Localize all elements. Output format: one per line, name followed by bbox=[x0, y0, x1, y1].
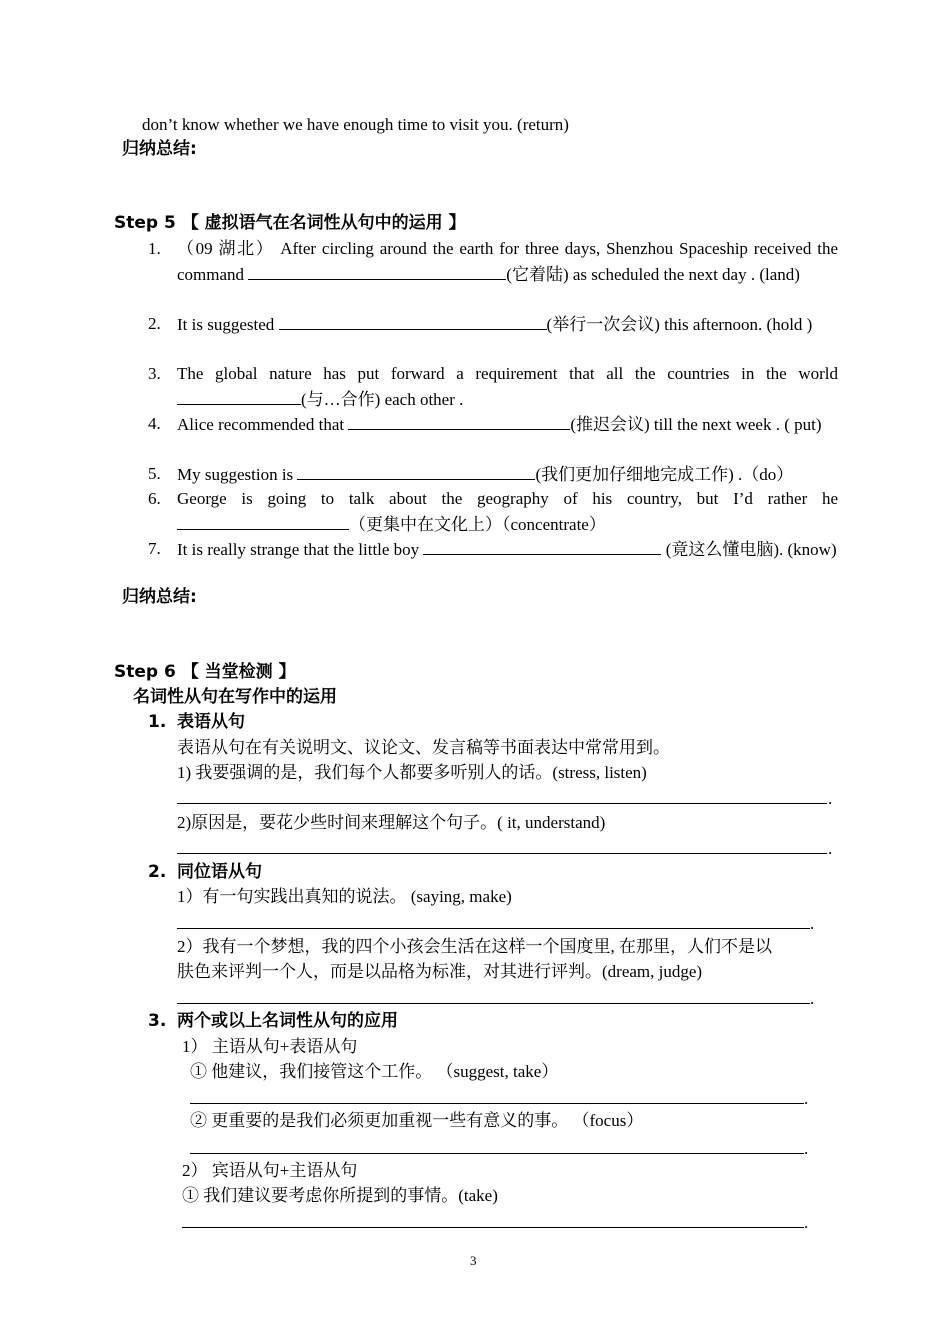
item-text: （09 湖北） After circling around the earth for three days, Shenzhou Spaceship received the command bbox=[177, 239, 838, 284]
line-period: . bbox=[810, 914, 815, 933]
answer-blank[interactable] bbox=[423, 536, 661, 555]
item-text: It is really strange that the little boy bbox=[177, 540, 420, 559]
section-number: 3. bbox=[148, 1011, 167, 1031]
question-text: 2）我有一个梦想，我的四个小孩会生活在这样一个国度里, 在那里，人们不是以 bbox=[177, 937, 772, 956]
answer-blank[interactable] bbox=[177, 386, 301, 405]
answer-line[interactable] bbox=[182, 1227, 804, 1228]
item-hint: (竟这么懂电脑). (know) bbox=[665, 540, 837, 559]
section-number: 2. bbox=[148, 862, 167, 882]
line-period: . bbox=[828, 789, 833, 808]
line-period: . bbox=[804, 1213, 809, 1232]
answer-line[interactable] bbox=[177, 853, 827, 854]
item-hint: (举行一次会议) this afternoon. (hold ) bbox=[546, 315, 813, 334]
step5-item-1 bbox=[148, 236, 838, 287]
item-hint: (推迟会议) till the next week . ( put) bbox=[570, 415, 822, 434]
item-text: My suggestion is bbox=[177, 465, 294, 484]
step5-item-3 bbox=[148, 361, 838, 412]
answer-blank[interactable] bbox=[297, 461, 535, 480]
summary-label: 归纳总结: bbox=[122, 139, 197, 159]
item-number: 6. bbox=[148, 489, 161, 508]
step5-item-4 bbox=[148, 411, 838, 437]
question-text: 肤色来评判一个人，而是以品格为标准，对其进行评判。(dream, judge) bbox=[177, 962, 703, 981]
section-title: 表语从句 bbox=[177, 712, 245, 732]
answer-line[interactable] bbox=[177, 803, 827, 804]
item-number: 4. bbox=[148, 414, 161, 433]
step5-heading: Step 5 【 虚拟语气在名词性从句中的运用 】 bbox=[114, 213, 466, 233]
item-number: 5. bbox=[148, 464, 161, 483]
answer-line[interactable] bbox=[190, 1153, 804, 1154]
answer-line[interactable] bbox=[177, 928, 810, 929]
section-title: 同位语从句 bbox=[177, 862, 262, 882]
item-hint: (它着陆) as scheduled the next day . (land) bbox=[506, 265, 800, 284]
step5-item-7 bbox=[148, 536, 838, 562]
page-number: 3 bbox=[470, 1253, 477, 1268]
step5-item-6 bbox=[148, 486, 838, 537]
step6-heading: Step 6 【 当堂检测 】 bbox=[114, 662, 296, 682]
question-text: 1) 我要强调的是，我们每个人都要多听别人的话。(stress, listen) bbox=[177, 763, 647, 782]
item-hint: （更集中在文化上）（concentrate） bbox=[349, 515, 606, 534]
item-number: 1. bbox=[148, 239, 161, 258]
item-number: 3. bbox=[148, 364, 161, 383]
item-hint: (与…合作) each other . bbox=[301, 390, 464, 409]
question-text: ① 我们建议要考虑你所提到的事情。(take) bbox=[182, 1186, 498, 1205]
item-hint: (我们更加仔细地完成工作) .（do） bbox=[535, 465, 794, 484]
step5-item-2 bbox=[148, 311, 838, 337]
question-text: ① 他建议，我们接管这个工作。 （suggest, take） bbox=[190, 1062, 559, 1081]
section-intro: 表语从句在有关说明文、议论文、发言稿等书面表达中常常用到。 bbox=[177, 738, 670, 757]
subsection-title: 1） 主语从句+表语从句 bbox=[182, 1037, 358, 1056]
continuation-text: don’t know whether we have enough time to visit you. (return) bbox=[142, 115, 569, 134]
answer-blank[interactable] bbox=[279, 311, 547, 330]
line-period: . bbox=[810, 989, 815, 1008]
line-period: . bbox=[804, 1089, 809, 1108]
item-number: 7. bbox=[148, 539, 161, 558]
subsection-title: 2） 宾语从句+主语从句 bbox=[182, 1161, 358, 1180]
question-text: 1）有一句实践出真知的说法。 (saying, make) bbox=[177, 887, 512, 906]
line-period: . bbox=[804, 1139, 809, 1158]
item-text: Alice recommended that bbox=[177, 415, 345, 434]
answer-blank[interactable] bbox=[177, 511, 349, 530]
item-text: George is going to talk about the geography of his country, but I’d rather he bbox=[177, 489, 838, 508]
section-number: 1. bbox=[148, 712, 167, 732]
answer-line[interactable] bbox=[177, 1003, 810, 1004]
answer-blank[interactable] bbox=[248, 261, 506, 280]
summary-label: 归纳总结: bbox=[122, 587, 197, 607]
item-text: It is suggested bbox=[177, 315, 275, 334]
answer-blank[interactable] bbox=[348, 411, 570, 430]
step6-subheading: 名词性从句在写作中的运用 bbox=[133, 687, 337, 707]
section-title: 两个或以上名词性从句的应用 bbox=[177, 1011, 398, 1031]
line-period: . bbox=[828, 839, 833, 858]
question-text: 2)原因是，要花少些时间来理解这个句子。( it, understand) bbox=[177, 813, 606, 832]
item-text: The global nature has put forward a requirement that all the countries in the world bbox=[177, 364, 838, 383]
answer-line[interactable] bbox=[190, 1103, 804, 1104]
question-text: ② 更重要的是我们必须更加重视一些有意义的事。 （focus） bbox=[190, 1111, 644, 1130]
item-number: 2. bbox=[148, 314, 161, 333]
step5-item-5 bbox=[148, 461, 838, 487]
